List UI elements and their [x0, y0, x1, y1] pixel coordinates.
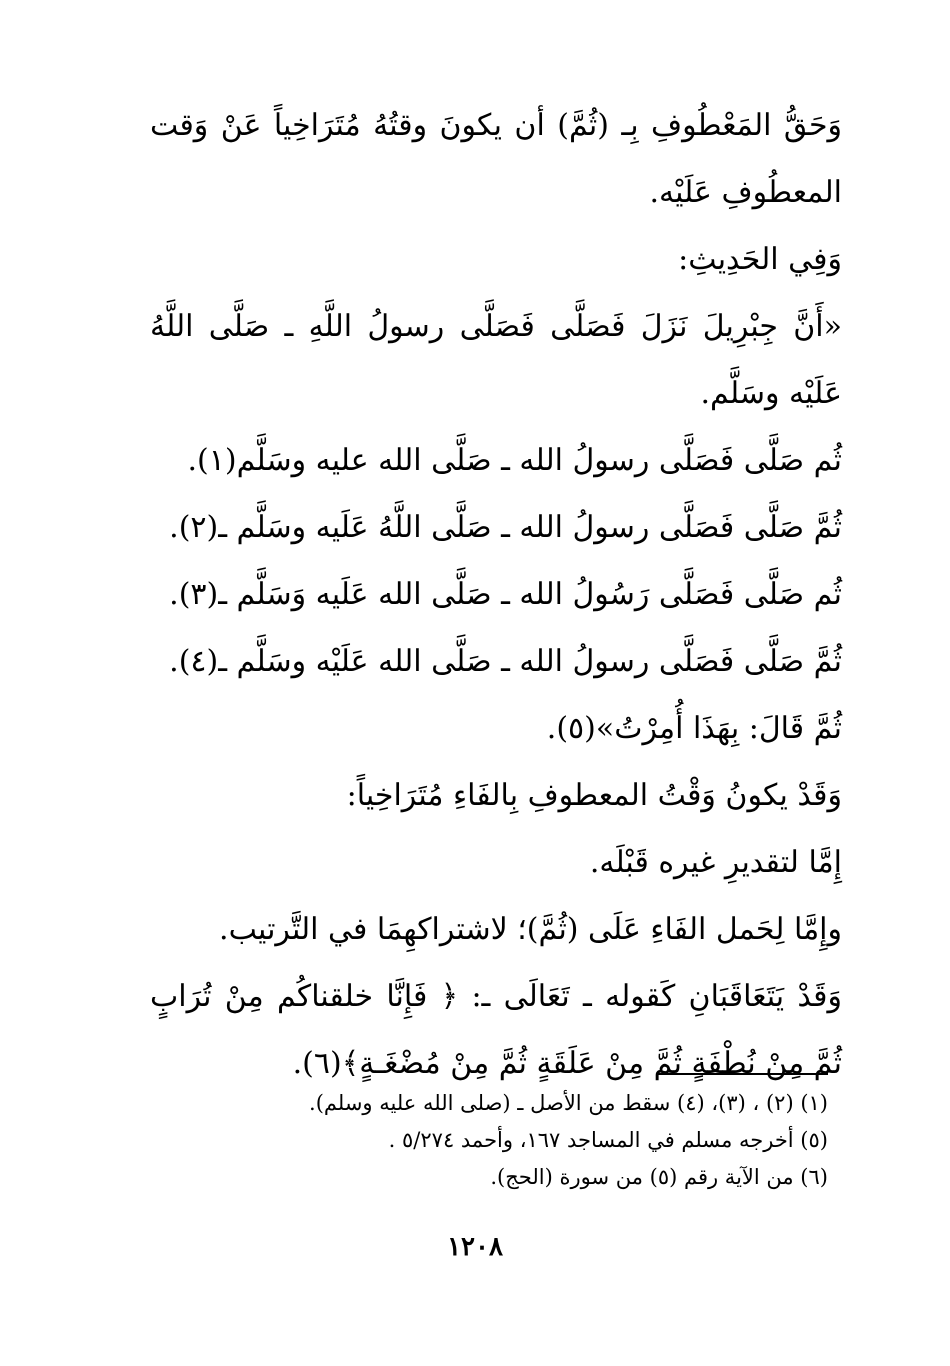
page-number: ١٢٠٨: [447, 1232, 503, 1262]
paragraph-5: ثُمَّ صَلَّى فَصَلَّى رسولُ الله ـ صَلَّى اللَّهُ عَلَيه وسَلَّم ـ(٢).: [169, 510, 842, 545]
footnote-2: (٥) أخرجه مسلم في المساجد ١٦٧، وأحمد ٥/٢٧٤ .: [388, 1128, 828, 1152]
footnote-1: (١) (٢) ، (٣)، (٤) سقط من الأصل ـ (صلى الله عليه وسلم).: [309, 1091, 828, 1115]
footnote-3: (٦) من الآية رقم (٥) من سورة (الحج).: [490, 1165, 828, 1189]
paragraph-2: وَفِي الحَدِيثِ:: [678, 242, 842, 277]
paragraph-1: وَحَقُّ المَعْطُوفِ بِـ (ثُمَّ) أن يكونَ وقتُهُ مُتَرَاخِياً عَنْ وَقت المعطُوفِ عَلَيْه.: [150, 108, 842, 210]
paragraph-8: ثُمَّ قَالَ: بِهَذَا أُمِرْتُ»(٥).: [546, 711, 842, 746]
paragraph-4: ثُم صَلَّى فَصَلَّى رسولُ الله ـ صَلَّى الله عليه وسَلَّم(١).: [187, 443, 842, 478]
paragraph-9: وَقَدْ يكونُ وَقْتُ المعطوفِ بِالفَاءِ مُتَرَاخِياً:: [346, 778, 842, 813]
paragraph-10: إِمَّا لتقديرِ غيره قَبْلَه.: [589, 845, 842, 880]
main-text-block: [150, 92, 842, 1097]
paragraph-7: ثُمَّ صَلَّى فَصَلَّى رسولُ الله ـ صَلَّى الله عَلَيْه وسَلَّم ـ(٤).: [169, 644, 842, 679]
paragraph-11: وإِمَّا لِحَمل الفَاءِ عَلَى (ثُمَّ)؛ لاشتراكهِمَا في التَّرتيب.: [219, 912, 842, 947]
paragraph-12: وَقَدْ يَتَعَاقَبَانِ كَقوله ـ تَعَالَى ـ: ﴿ فَإِنَّا خلقناكُم مِنْ تُرَابٍ ثُمَّ مِنْ نُطْفَةٍ ثُمَّ مِنْ عَلَقَةٍ ثُمَّ مِنْ مُضْغَـةٍ﴾(٦).: [150, 979, 842, 1081]
footnotes-block: [148, 1085, 828, 1196]
paragraph-3: «أَنَّ جِبْرِيلَ نَزَلَ فَصَلَّى فَصَلَّى رسولُ اللَّهِ ـ صَلَّى اللَّهُ عَلَيْه وسَلَّم.: [150, 309, 842, 411]
footnote-divider: [656, 1073, 828, 1075]
paragraph-6: ثُم صَلَّى فَصَلَّى رَسُولُ الله ـ صَلَّى الله عَلَيه وَسَلَّم ـ(٣).: [169, 577, 842, 612]
